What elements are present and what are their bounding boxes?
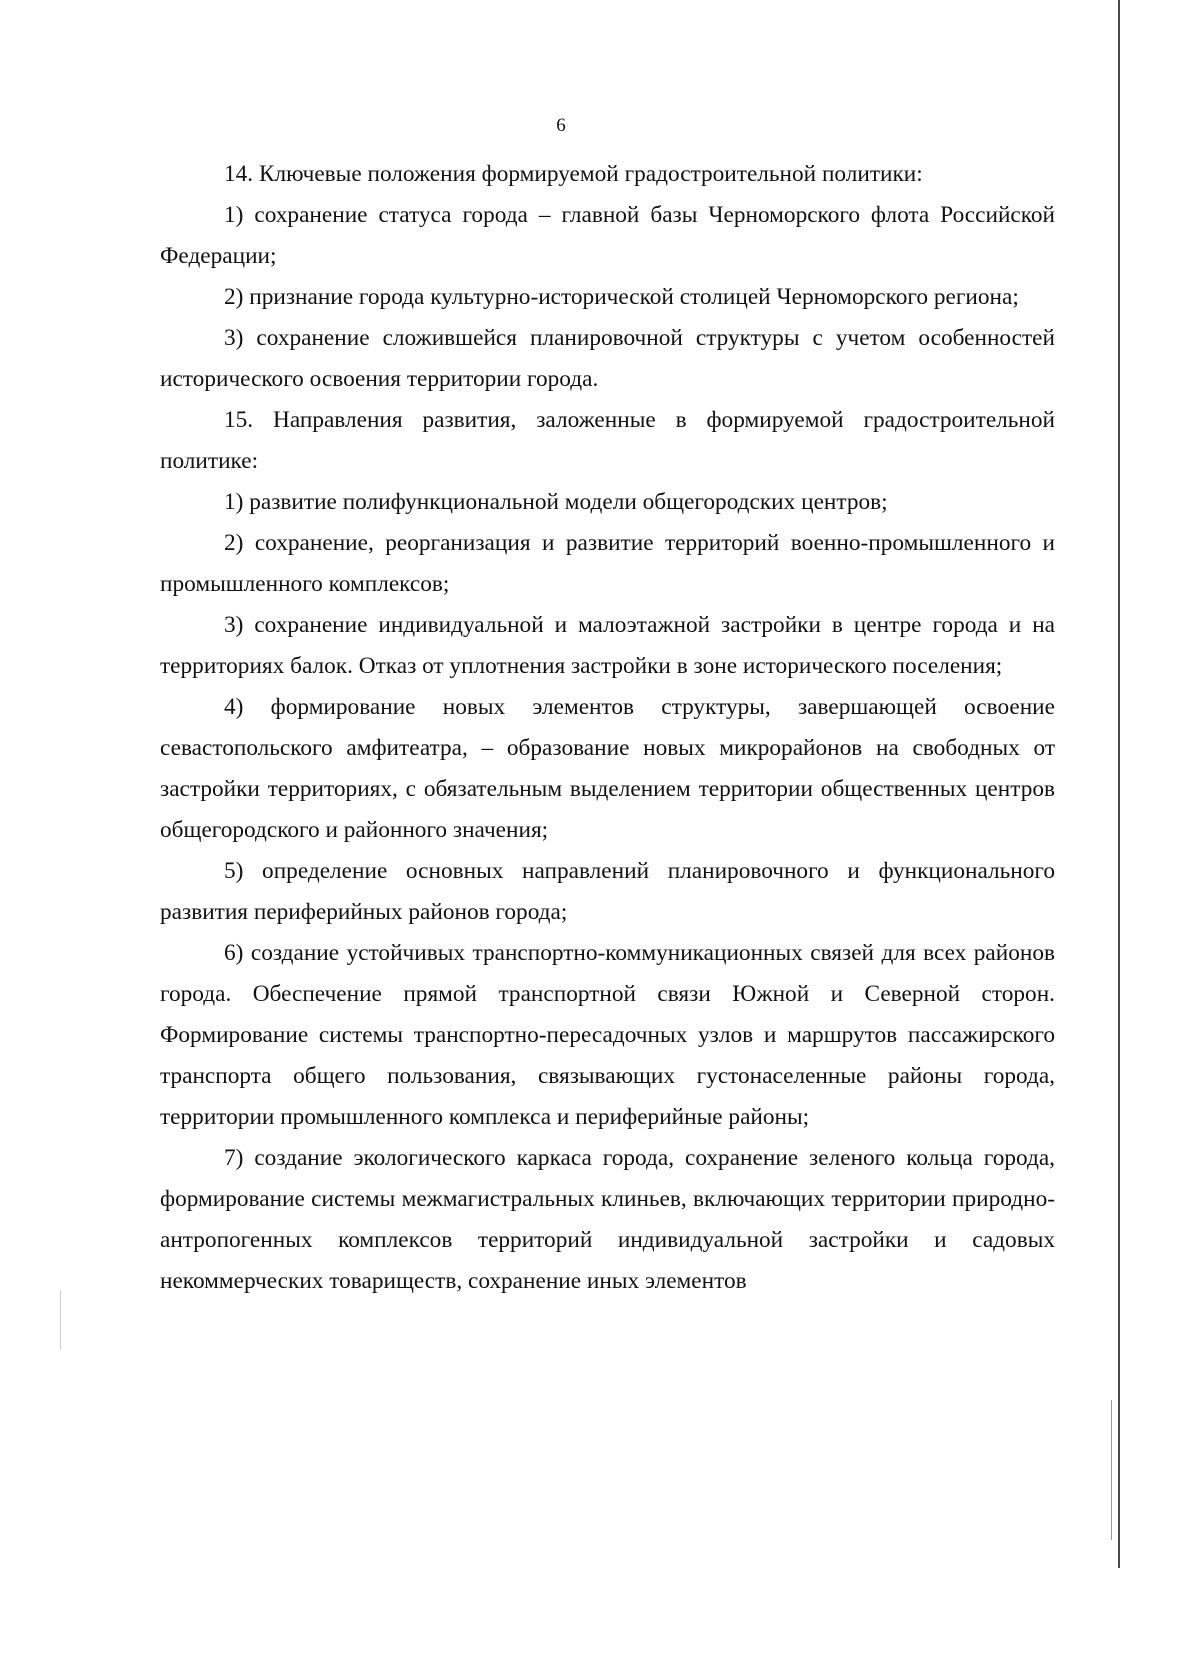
scan-margin-mark [60,1290,61,1350]
paragraph-15-item-2: 2) сохранение, реорганизация и развитие территорий военно-промышленного и промышленного комплексов; [160,530,1055,597]
document-body [160,154,1055,1302]
scan-edge-line [1118,0,1120,1568]
paragraph-15-item-7: 7) создание экологического каркаса города, сохранение зеленого кольца города, формирование системы межмагистральных клиньев, включающих территории природно-антропогенных комплексов территорий индивидуальной застройки и садовых некоммерческих товариществ, сохранение иных элементов [160,1145,1055,1294]
paragraph-14-item-2: 2) признание города культурно-исторической столицей Черноморского региона; [224,284,1019,310]
paragraph-section-15-heading: 15. Направления развития, заложенные в формируемой градостроительной политике: [160,407,1055,474]
paragraph-15-item-6: 6) создание устойчивых транспортно-коммуникационных связей для всех районов города. Обеспечение прямой транспортной связи Южной и Северной сторон. Формирование системы транспортно-пересадочных узлов и маршрутов пассажирского транспорта общего пользования, связывающих густонаселенные районы города, территории промышленного комплекса и периферийные районы; [160,940,1055,1130]
paragraph-15-item-4: 4) формирование новых элементов структуры, завершающей освоение севастопольского амфитеатра, – образование новых микрорайонов на свободных от застройки территориях, с обязательным выделением территории общественных центров общегородского и районного значения; [160,694,1055,843]
paragraph-14-item-1: 1) сохранение статуса города – главной базы Черноморского флота Российской Федерации; [160,202,1055,269]
page-number: 6 [556,115,566,136]
scan-edge-mark [1111,1400,1112,1540]
paragraph-15-item-3: 3) сохранение индивидуальной и малоэтажной застройки в центре города и на территориях балок. Отказ от уплотнения застройки в зоне исторического поселения; [160,612,1055,679]
paragraph-15-item-5: 5) определение основных направлений планировочного и функционального развития периферийных районов города; [160,858,1055,925]
paragraph-section-14-heading: 14. Ключевые положения формируемой градостроительной политики: [224,161,923,187]
paragraph-14-item-3: 3) сохранение сложившейся планировочной структуры с учетом особенностей исторического освоения территории города. [160,325,1055,392]
paragraph-15-item-1: 1) развитие полифункциональной модели общегородских центров; [224,489,888,515]
